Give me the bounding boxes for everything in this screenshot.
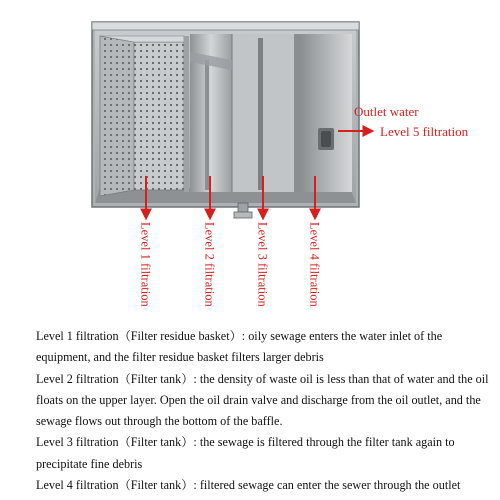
- outlet-chamber: [300, 34, 352, 192]
- level3-label: Level 3 filtration: [255, 222, 270, 307]
- level5-label: Level 5 filtration: [380, 124, 469, 139]
- level3-description: Level 3 filtration（Filter tank）: the sewage is filtered through the filter tank again to precipitate fine debris: [36, 435, 455, 471]
- level1-label: Level 1 filtration: [138, 222, 153, 307]
- level4-description: Level 4 filtration（Filter tank）: filtered sewage can enter the sewer through the outlet: [36, 478, 461, 493]
- filtration-descriptions: [36, 326, 496, 496]
- outlet-water-label: Outlet water: [354, 104, 419, 119]
- level1-description: Level 1 filtration（Filter residue basket）: oily sewage enters the water inlet of the equipment, and the filter residue basket filters larger debris: [36, 329, 443, 365]
- level2-description: Level 2 filtration（Filter tank）: the density of waste oil is less than that of water and the oil floats on the upper layer. Open the oil drain valve and discharge from the oil outlet, and the sewage flows out through the bottom of the baffle.: [36, 371, 489, 429]
- filter-tank-baffles: [190, 34, 300, 192]
- filter-residue-basket: [100, 36, 189, 196]
- level4-label: Level 4 filtration: [307, 222, 322, 307]
- level2-label: Level 2 filtration: [202, 222, 217, 307]
